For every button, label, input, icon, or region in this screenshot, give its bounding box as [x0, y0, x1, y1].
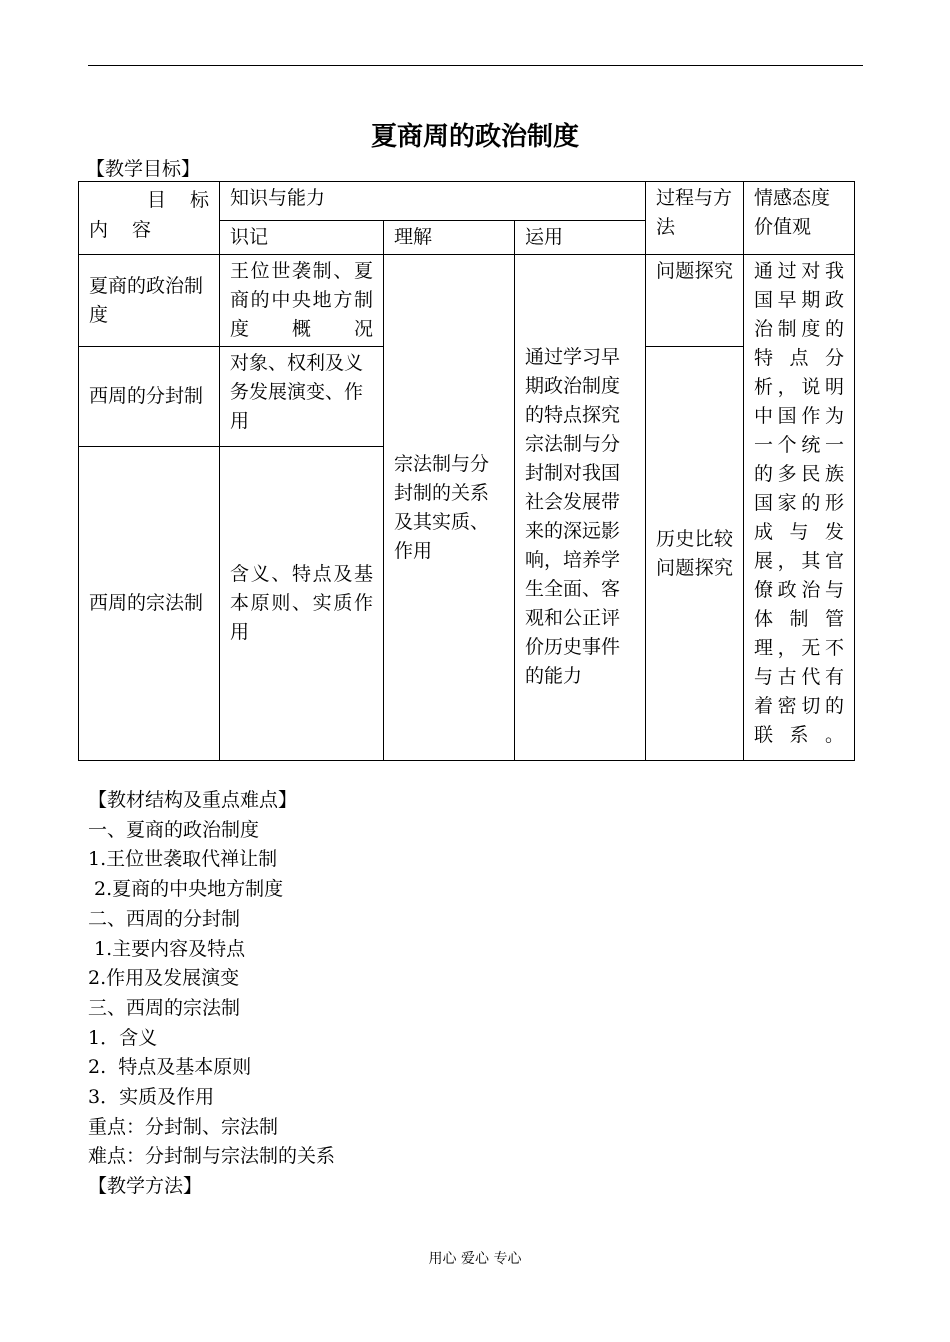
- row-recall-zongfa: 含义、特点及基本原则、实质作用: [220, 447, 384, 761]
- row-recall-xiashang: 王位世袭制、夏商的中央地方制度概况: [220, 255, 384, 347]
- header-apply: 运用: [515, 221, 646, 255]
- text-line: 1.主要内容及特点: [88, 937, 246, 960]
- diagonal-header-cell: [79, 182, 234, 255]
- text-line: 3．实质及作用: [88, 1086, 215, 1109]
- cell-process-2: 历史比较问题探究: [646, 347, 744, 761]
- row-content-zongfa: 西周的宗法制: [79, 447, 220, 761]
- cell-apply: 通过学习早期政治制度的特点探究宗法制与分封制对我国社会发展带来的深远影响，培养学生全面、客观和公正评价历史事件的能力: [515, 255, 646, 761]
- text-line: 一、夏商的政治制度: [88, 818, 260, 841]
- row-recall-fenfeng: 对象、权利及义务发展演变、作用: [220, 347, 384, 447]
- header-rule: [88, 65, 863, 66]
- text-line: 2.夏商的中央地方制度: [88, 878, 284, 901]
- text-line: 2. 特点及基本原则: [88, 1056, 252, 1079]
- text-line: 二、西周的分封制: [88, 907, 241, 930]
- row-content-fenfeng: 西周的分封制: [79, 347, 220, 447]
- text-line: 【教学方法】: [88, 1175, 203, 1198]
- header-recall: 识记: [220, 221, 384, 255]
- text-line: 【教材结构及重点难点】: [88, 789, 298, 811]
- text-line: 重点：分封制、宗法制: [88, 1115, 279, 1138]
- text-line: 1.王位世袭取代禅让制: [88, 848, 278, 871]
- cell-emotion: 通过对我国早期政治制度的特点分析，说明中国作为一个统一的多民族国家的形成与发展，其官僚政治与体制管理，无不与古代有着密切的联系。: [744, 255, 855, 761]
- header-knowledge: 知识与能力: [220, 182, 646, 221]
- row-content-xiashang: 夏商的政治制度: [79, 255, 220, 347]
- teaching-goals-table: [78, 181, 855, 761]
- header-understand: 理解: [384, 221, 515, 255]
- page-footer: 用心 爱心 专心: [428, 1251, 522, 1267]
- header-process: 过程与方法: [646, 182, 744, 255]
- header-emotion: 情感态度价值观: [744, 182, 855, 255]
- header-goal: 目标: [147, 189, 234, 211]
- text-line: 难点：分封制与宗法制的关系: [88, 1145, 336, 1168]
- header-content: 内容: [89, 219, 176, 241]
- structure-section: [88, 786, 335, 1202]
- document-title: 夏商周的政治制度: [370, 122, 579, 152]
- text-line: 2.作用及发展演变: [88, 967, 240, 990]
- cell-understand: 宗法制与分封制的关系及其实质、作用: [384, 255, 515, 761]
- section-label-goals: 【教学目标】: [86, 158, 201, 180]
- text-line: 三、西周的宗法制: [88, 996, 241, 1019]
- text-line: 1．含义: [88, 1026, 158, 1049]
- cell-process-1: 问题探究: [646, 255, 744, 347]
